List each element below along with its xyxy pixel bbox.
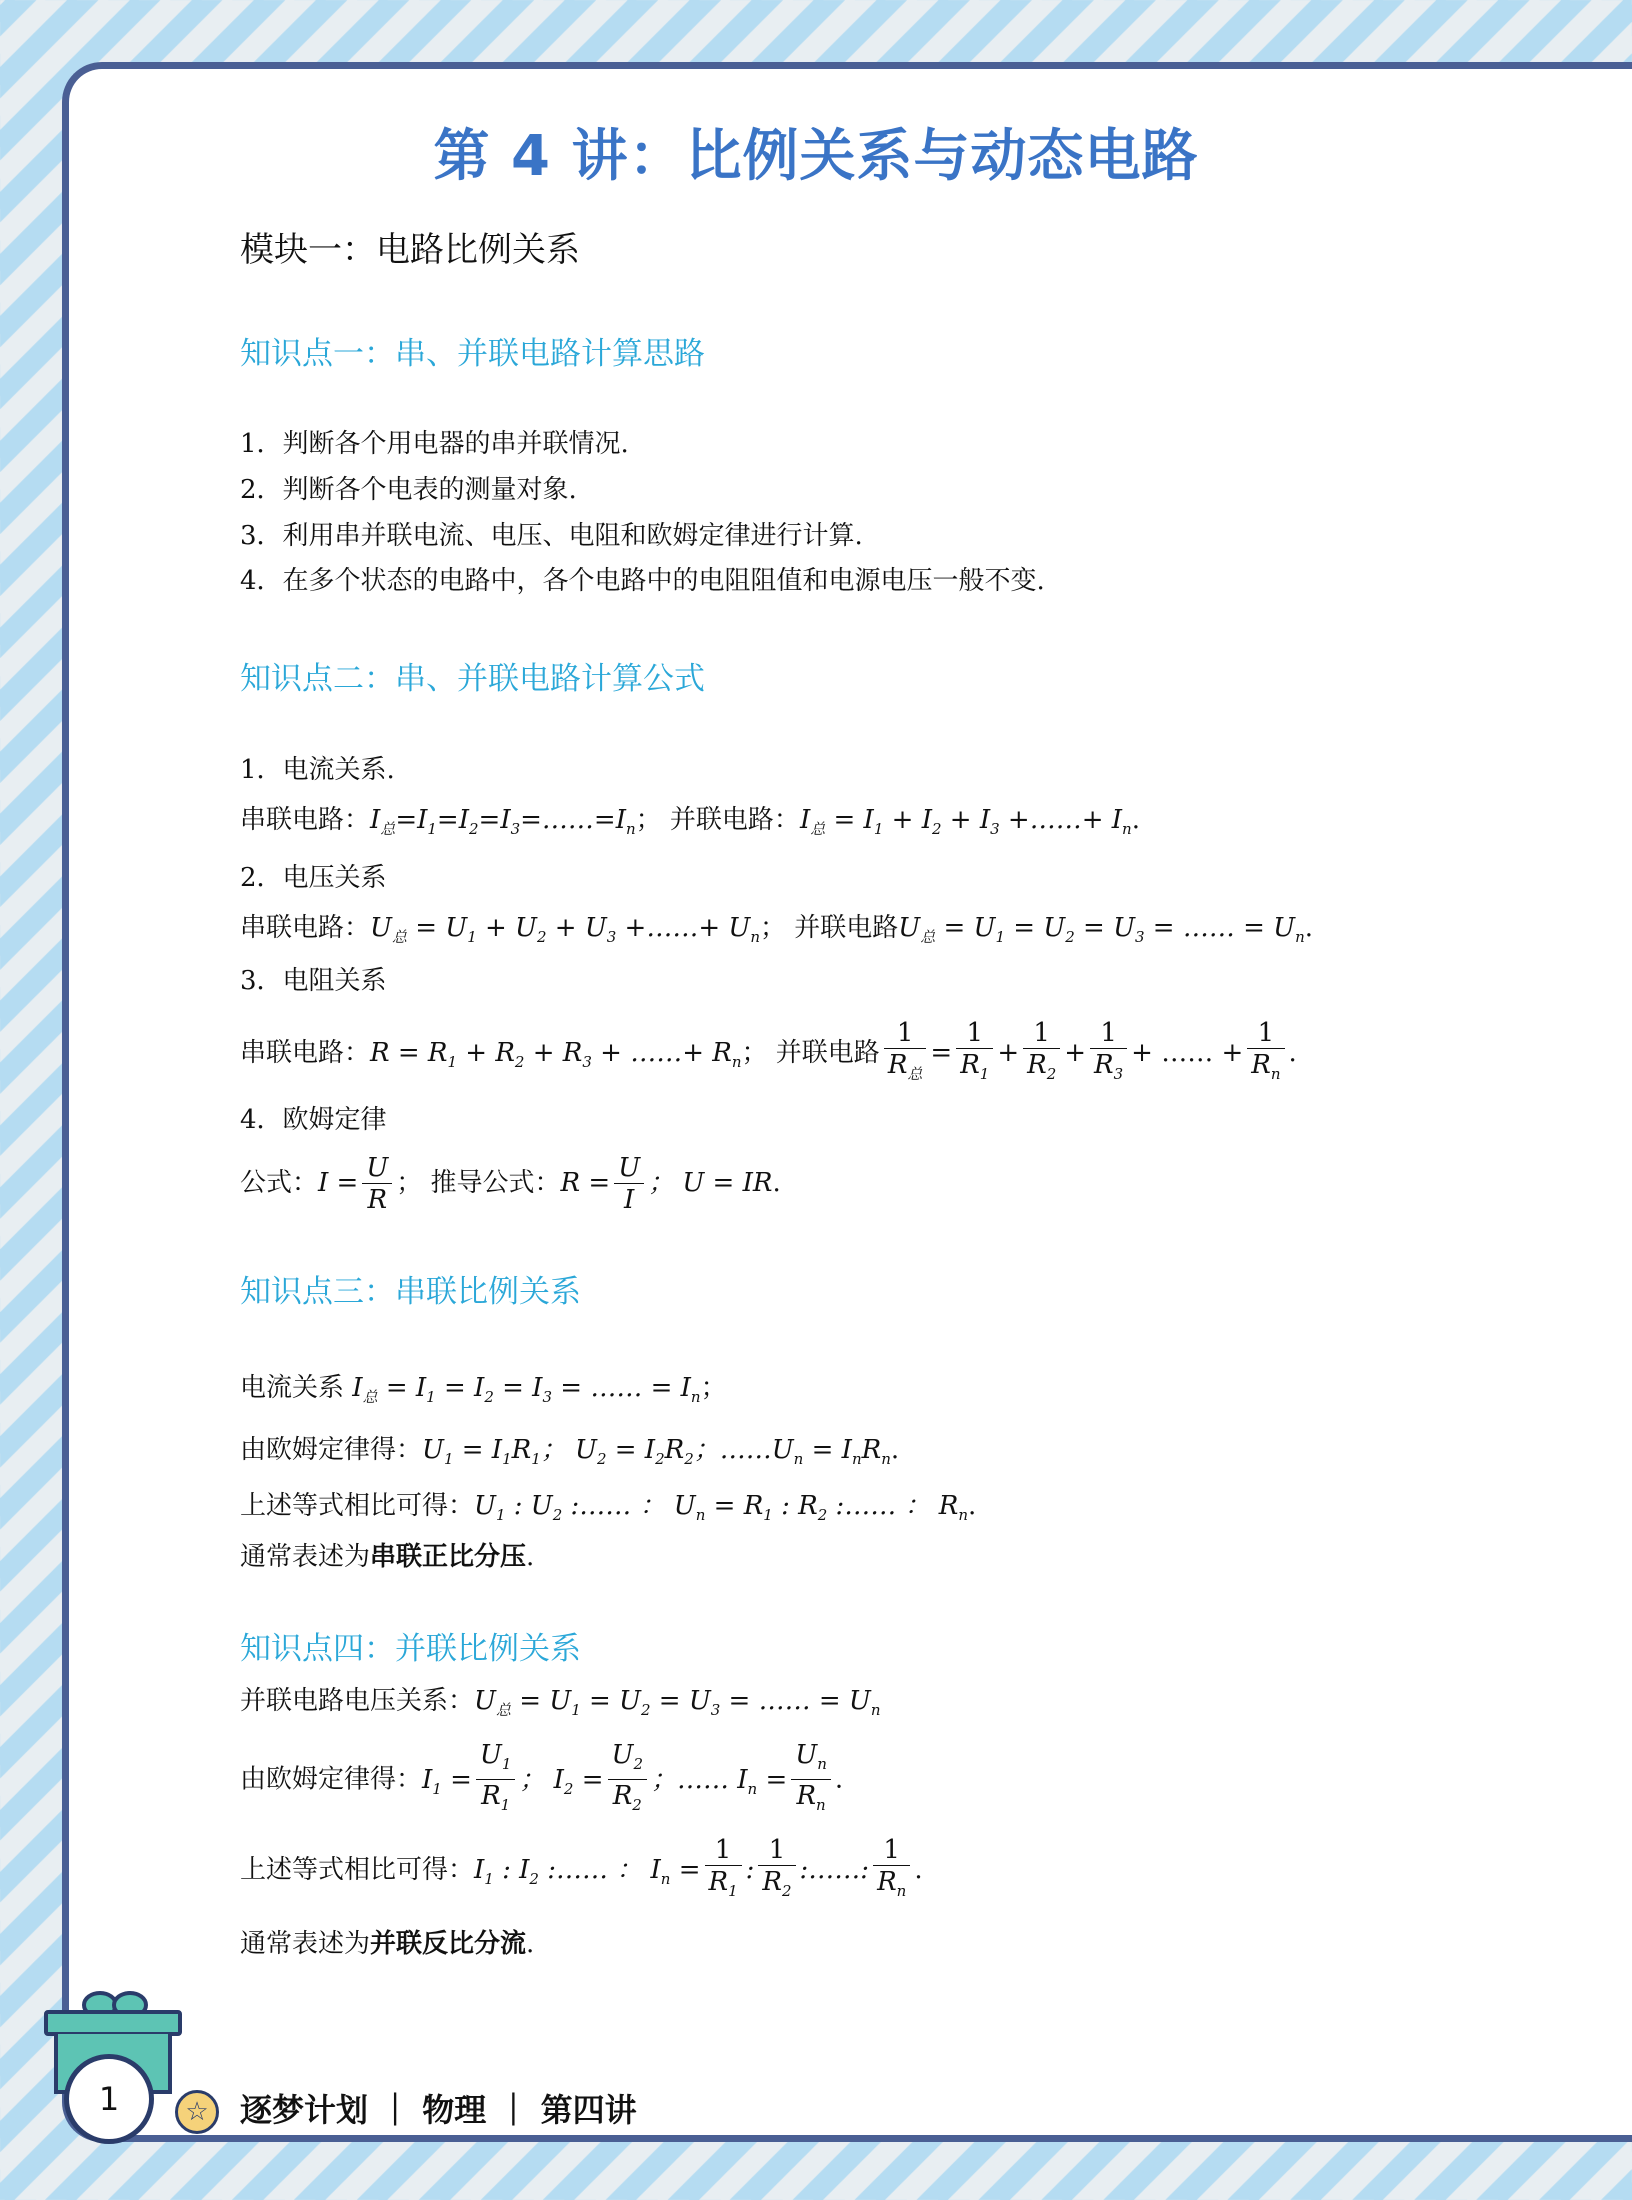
series-current-formula: $I_总=I_1=I_2=I_3=\dots\dots=I_n$ <box>370 805 636 838</box>
kp3-current: 电流关系 $I_总 = I_1 = I_2 = I_3$ = …… = $I_n$； <box>240 1373 727 1406</box>
footer-text: 逐梦计划 ｜ 物理 ｜ 第四讲 <box>240 2091 637 2129</box>
ohm-formulas: 公式：I = $\frac{U}{R}$ ； 推导公式：R = $\frac{U}{I}$ ； U = IR. <box>240 1152 781 1215</box>
series-label: 串联电路： <box>240 1038 371 1068</box>
summary-suffix: . <box>526 1929 535 1959</box>
kp4-voltage <box>240 1681 881 1730</box>
voltage-label: 并联电路电压关系： <box>240 1686 475 1716</box>
ohm-title: 4．欧姆定律 <box>240 1105 387 1135</box>
kp1-item-4: 4．在多个状态的电路中，各个电路中的电阻阻值和电源电压一般不变. <box>240 566 1045 596</box>
voltage-title: 2．电压关系 <box>240 863 387 893</box>
kp4-ratio: 上述等式相比可得：$I_1$ : $I_2$ :…… ： $I_n$ = $\frac{1}{R_1}$ : $\frac{1}{R_2}$ :……: $\frac{1}{R_n}$ . <box>240 1835 923 1900</box>
summary-prefix: 通常表述为 <box>240 1542 371 1572</box>
resistance-title: 3．电阻关系 <box>240 966 387 996</box>
kp1-item-2: 2．判断各个电表的测量对象. <box>240 475 577 505</box>
parallel-label: 并联电路 <box>794 913 899 943</box>
kp4-summary <box>240 1924 534 1964</box>
summary-prefix: 通常表述为 <box>240 1929 371 1959</box>
parallel-voltage-formula: $U_总 = U_1 = U_2 = U_3$ = …… = $U_n$ <box>898 913 1305 946</box>
kp4-ohm-formula: $I_1$ = $\frac{U_1}{R_1}$ ； $I_2$ = $\frac{U_2}{R_2}$ ；…… $I_n$ = $\frac{U_n}{R_n}$ <box>422 1765 835 1795</box>
kp3-ratio-formula: $U_1$ : $U_2$ :…… ： $U_n = R_1$ : $R_2$ :…… ： $R_n$ <box>474 1491 969 1524</box>
kp3-ohm-formula: $U_1 = I_1R_1$； $U_2 = I_2R_2$；$\dots\dots U_n = I_nR_n$ <box>422 1435 891 1468</box>
kp3-current-formula: $I_总 = I_1 = I_2 = I_3$ = …… = $I_n$ <box>344 1373 701 1406</box>
summary-bold: 并联反比分流 <box>370 1929 527 1959</box>
summary-suffix: . <box>526 1542 535 1572</box>
kp3-ratio: 上述等式相比可得：$U_1$ : $U_2$ :…… ： $U_n = R_1$ : $R_2$ :…… ： $R_n$. <box>240 1491 977 1524</box>
gift-lid-icon <box>44 2010 182 2036</box>
summary-bold: 串联正比分压 <box>370 1542 527 1572</box>
series-resistance-formula: $R = R_1 + R_2 + R_3$ + ……+ $R_n$ <box>370 1038 742 1071</box>
kp1-item-1: 1．判断各个用电器的串并联情况. <box>240 429 629 459</box>
page-title: 第 4 讲：比例关系与动态电路 <box>433 124 1199 189</box>
current-label: 电流关系 <box>240 1373 345 1403</box>
kp3-ohm: 由欧姆定律得：$U_1 = I_1R_1$； $U_2 = I_2R_2$；$\dots\dots U_n = I_nR_n$. <box>240 1435 900 1468</box>
parallel-label: 并联电路： <box>669 805 800 835</box>
derived-formula: R = $\frac{U}{I}$ ； U = IR <box>560 1152 773 1215</box>
series-label: 串联电路： <box>240 805 371 835</box>
series-label: 串联电路： <box>240 913 371 943</box>
kp4-voltage-formula: $U_总 = U_1 = U_2 = U_3$ = …… = $U_n$ <box>474 1686 881 1719</box>
module-heading: 模块一：电路比例关系 <box>240 230 580 270</box>
voltage-formulas: 串联电路：$U_总 = U_1 + U_2 + U_3$ +……+ $U_n$； 并联电路$U_总 = U_1 = U_2 = U_3$ = …… = $U_n$. <box>240 913 1314 946</box>
formula-label: 公式： <box>240 1168 319 1198</box>
parallel-current-formula: $I_总 = I_1 + I_2 + I_3$ +……+ $I_n$ <box>799 805 1132 838</box>
current-title: 1．电流关系. <box>240 755 395 785</box>
parallel-label: 并联电路 <box>775 1038 880 1068</box>
series-voltage-formula: $U_总 = U_1 + U_2 + U_3$ +……+ $U_n$ <box>370 913 760 946</box>
kp3-summary <box>240 1537 534 1577</box>
star-icon: ☆ <box>175 2090 219 2134</box>
resistance-formulas: 串联电路：$R = R_1 + R_2 + R_3$ + ……+ $R_n$； 并联电路 $\frac{1}{R_总}$ = $\frac{1}{R_1}$ + $\frac{1}{R_2}$ + $\frac{1}{R_3}$ + …… + $\frac{1}{R_n}$ . <box>240 1018 1297 1083</box>
kp4-heading: 知识点四：并联比例关系 <box>240 1631 581 1667</box>
ohm-label: 由欧姆定律得： <box>240 1435 423 1465</box>
kp1-heading: 知识点一：串、并联电路计算思路 <box>240 336 705 372</box>
kp4-ohm: 由欧姆定律得：$I_1$ = $\frac{U_1}{R_1}$ ； $I_2$ = $\frac{U_2}{R_2}$ ；…… $I_n$ = $\frac{U_n}{R_n}$ . <box>240 1740 844 1814</box>
derived-label: 推导公式： <box>430 1168 561 1198</box>
kp2-heading: 知识点二：串、并联电路计算公式 <box>240 661 705 697</box>
ohm-label: 由欧姆定律得： <box>240 1764 423 1795</box>
kp4-ratio-formula: $I_1$ : $I_2$ :…… ： $I_n$ = $\frac{1}{R_1}$ : $\frac{1}{R_2}$ :……: $\frac{1}{R_n}$ <box>474 1855 914 1885</box>
current-formulas: 串联电路：$I_总=I_1=I_2=I_3=\dots\dots=I_n$； 并联电路：$I_总 = I_1 + I_2 + I_3$ +……+ $I_n$. <box>240 805 1140 838</box>
parallel-resistance-formula: $\frac{1}{R_总}$ = $\frac{1}{R_1}$ + $\frac{1}{R_2}$ + $\frac{1}{R_3}$ + …… + $\frac{1}{R_n}$ . <box>880 1038 1297 1068</box>
ratio-label: 上述等式相比可得： <box>240 1491 475 1521</box>
ohm-formula: I = $\frac{U}{R}$ <box>318 1168 396 1198</box>
ratio-label: 上述等式相比可得： <box>240 1855 475 1885</box>
page-number: 1 <box>64 2054 154 2144</box>
kp1-item-3: 3．利用串并联电流、电压、电阻和欧姆定律进行计算. <box>240 521 863 551</box>
kp3-heading: 知识点三：串联比例关系 <box>240 1274 581 1310</box>
